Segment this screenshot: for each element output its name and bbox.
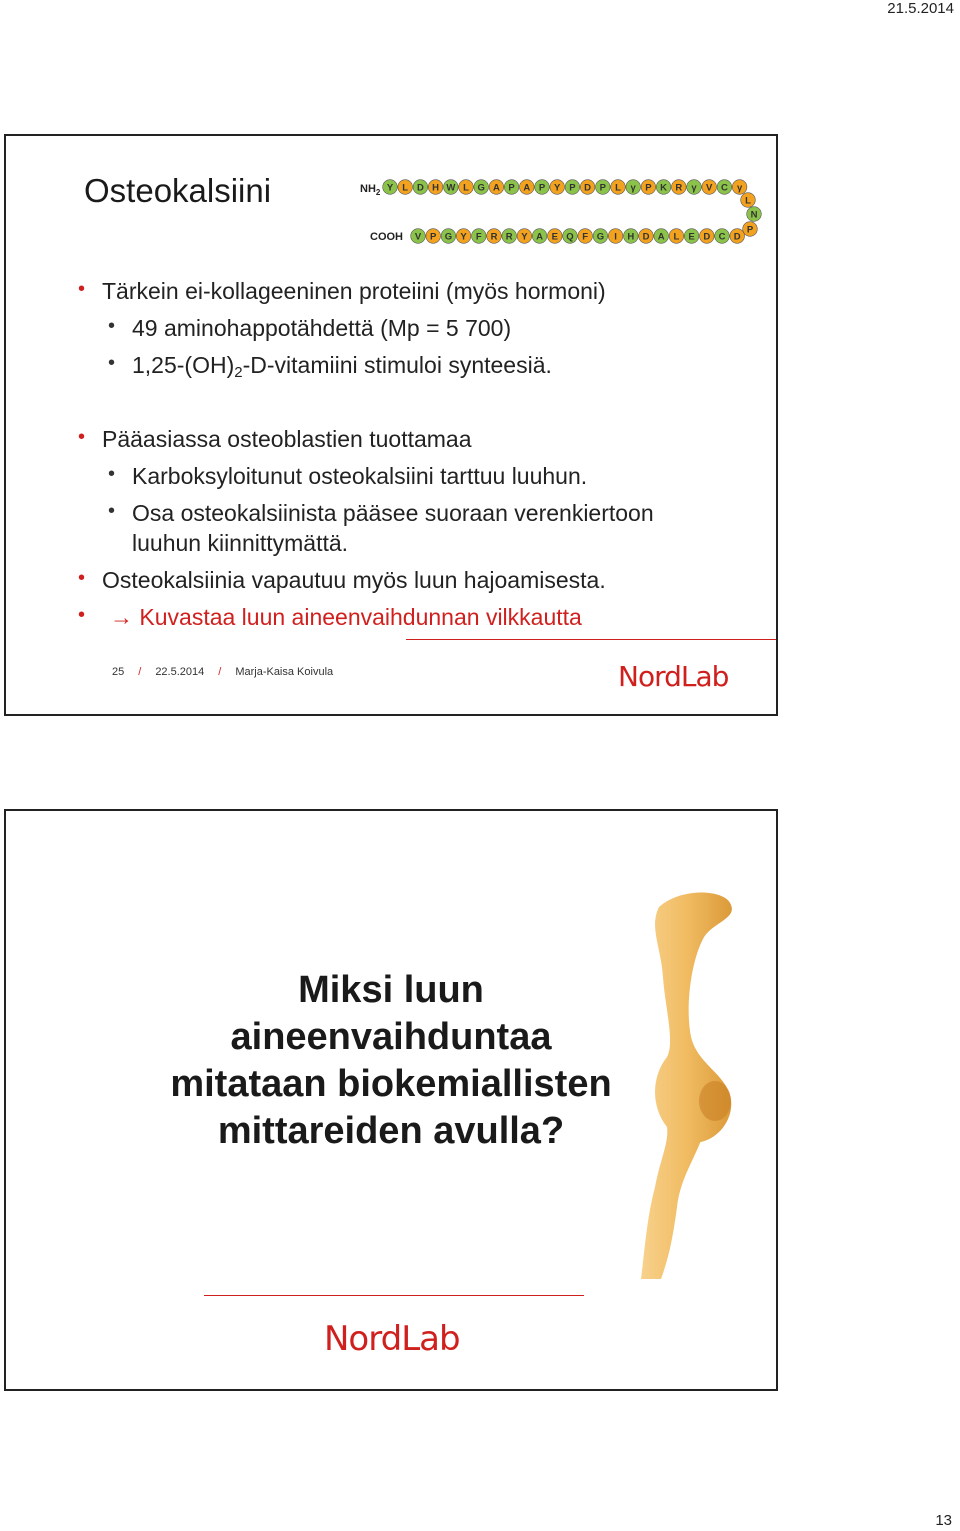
chain-bottom-residue-label: R [505,231,513,243]
bullet-1-2: • $1,25-(OH)_2-D$-vitamiini stimuloi synteesiä. [108,352,552,381]
chain-top-residue-label: W [446,182,456,194]
chain-top-residue-label: P [599,182,606,194]
bullet-dot: • [78,426,86,448]
chain-top-residue-label: A [523,182,531,194]
chain-bottom-residue-label: Y [521,231,528,243]
bullet-dot: • [78,278,86,300]
chain-bottom-residue-label: R [490,231,498,243]
bullet-2: • Pääasiassa osteoblastien tuottamaa [78,426,472,452]
chain-bottom-residue-label: P [430,231,437,243]
chain-bottom-residue-label: E [551,231,558,243]
chain-top-residue-label: L [402,182,409,194]
bullet-2-1: • Karboksyloitunut osteokalsiini tarttuu luuhun. [108,463,588,489]
chain-top-residue-label: L [615,182,621,194]
footer-author: Marja-Kaisa Koivula [235,666,334,678]
chain-bottom-residue-label: L [673,231,680,243]
chain-bottom-residue-label: F [475,231,482,243]
chain-top-residue-label: V [706,182,713,194]
footer-date: 22.5.2014 [155,666,205,678]
chain-bottom-residue-label: V [414,231,422,243]
chain-top-residue-label: C [720,182,728,194]
bullet-2-2: • Osa osteokalsiinista pääsee suoraan verenkiertoon [108,500,654,526]
chain-top-residue-label: H [432,182,440,194]
chain-turn-residue-label: L [745,195,751,207]
bullet-dot: • [108,463,116,485]
footer-slide-number: 25 [112,666,125,678]
chain-bottom-residue-label: E [688,231,695,243]
chain-top-residue-label: P [538,182,546,194]
bullet-2-2-cont: luuhun kiinnittymättä. [132,530,349,556]
chain-bottom-residue-label: G [444,231,453,243]
bullet-4-conclusion: • → Kuvastaa luun aineenvaihdunnan vilkkautta [78,604,582,630]
chain-top-residue-label: γ [691,182,697,194]
n-terminus-label: $NH_2$ [360,183,381,197]
chain-top-residue-label: P [508,182,515,194]
chain-top-residue-label: K [660,182,668,194]
question-line: aineenvaihduntaa [230,1016,552,1058]
chain-bottom-residue-label: I [614,231,617,243]
slide-question [4,809,778,1391]
chain-top-residue-label: D [584,182,592,194]
bullet-1-1: • 49 aminohappotähdettä (Mp = 5 700) [108,315,512,341]
nordlab-logo: NordLab [324,1319,460,1359]
slide-osteokalsiini [4,134,778,716]
slide-footer [112,666,333,678]
nordlab-logo: NordLab [618,660,729,693]
chain-top-residue-label: γ [630,182,636,194]
footer-separator: / [138,666,142,678]
chain-bottom-row [411,229,745,244]
question-line: mittareiden avulla? [217,1110,565,1152]
chain-bottom-residue-label: A [536,231,544,243]
chain-bottom-residue-label: Q [566,231,574,243]
chain-top-residue-label: A [492,182,500,194]
bullet-dot: • [108,315,116,337]
chain-top-residue-label: P [645,182,652,194]
chain-top-residue-label: R [675,182,683,194]
slide-title: Osteokalsiini [84,172,272,209]
chain-top-residue-label: G [477,182,485,194]
chain-top-residue-label: Y [386,182,394,194]
bullet-dot: • [78,567,86,589]
bullet-dot: • [108,352,116,374]
amino-acid-chain-diagram [354,154,770,246]
chain-turn-residue-label: N [750,209,758,221]
chain-bottom-residue-label: G [596,231,605,243]
chain-turn-residue-label: P [746,224,754,236]
chain-top-residue-label: P [569,182,576,194]
chain-turn [741,193,762,237]
question-line: mitataan biokemiallisten [170,1063,612,1105]
chain-bottom-residue-label: D [733,231,741,243]
question-text [146,967,636,1155]
chain-bottom-residue-label: H [627,231,635,243]
chain-top-residue-label: D [416,182,424,194]
footer-separator: / [218,666,222,678]
chain-bottom-residue-label: F [582,231,589,243]
page-number: 13 [935,1512,952,1529]
question-line: Miksi luun [298,969,484,1011]
chain-bottom-residue-label: C [718,231,726,243]
chain-top-row [383,180,747,195]
knotted-bone-image [611,887,778,1287]
chain-top-residue-label: γ [736,182,743,194]
page-date: 21.5.2014 [887,0,954,17]
bullet-3: • Osteokalsiinia vapautuu myös luun hajoamisesta. [78,567,606,593]
chain-top-residue-label: Y [554,182,561,194]
chain-bottom-residue-label: D [703,231,711,243]
bullet-dot: • [108,500,116,522]
bullet-dot: • [78,604,86,626]
chain-bottom-residue-label: A [657,231,665,243]
red-divider [204,1295,584,1296]
bullet-1: • Tärkein ei-kollageeninen proteiini (myös hormoni) [78,278,606,304]
red-divider [406,639,778,640]
chain-top-residue-label: L [463,182,469,194]
chain-bottom-residue-label: Y [460,231,467,243]
chain-bottom-residue-label: D [642,231,650,243]
c-terminus-label: COOH [370,231,403,243]
